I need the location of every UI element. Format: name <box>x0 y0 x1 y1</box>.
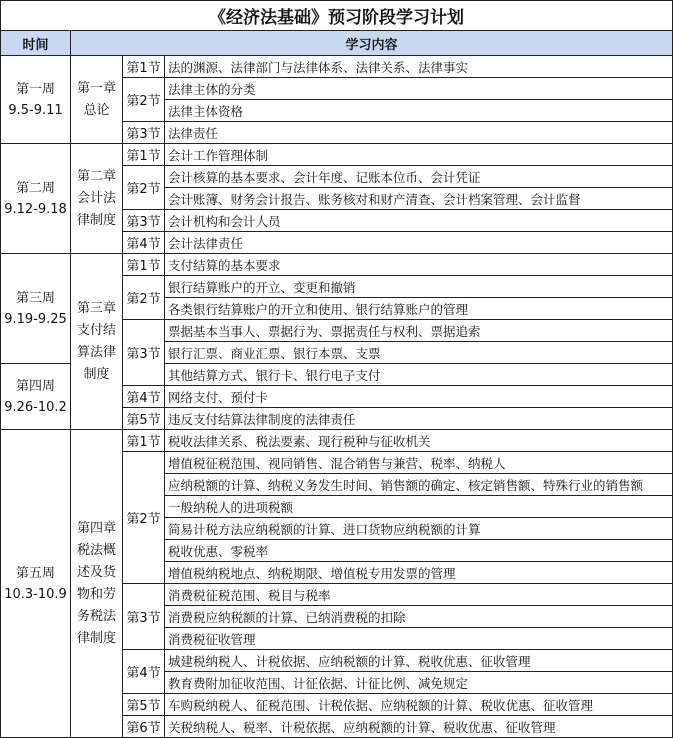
section-cell: 第4节 <box>123 386 165 408</box>
content-cell: 会计核算的基本要求、会计年度、记账本位币、会计凭证 <box>165 166 673 188</box>
week-label: 第一周 <box>15 81 55 97</box>
section-cell: 第5节 <box>123 694 165 716</box>
week-label: 第三周 <box>15 290 55 306</box>
section-cell: 第2节 <box>123 452 165 584</box>
section-cell: 第4节 <box>123 650 165 694</box>
chapter-line: 第一章 <box>76 80 116 96</box>
content-cell: 法的渊源、法律部门与法律体系、法律关系、法律事实 <box>165 56 673 78</box>
content-cell: 法律责任 <box>165 122 673 144</box>
chapter-line: 税法概 <box>76 542 116 558</box>
table-row <box>1 430 673 452</box>
chapter-line: 会计法 <box>76 190 116 206</box>
content-cell: 违反支付结算法律制度的法律责任 <box>165 408 673 430</box>
table-row <box>1 254 673 276</box>
section-cell: 第1节 <box>123 144 165 166</box>
section-cell: 第3节 <box>123 320 165 386</box>
content-cell: 城建税纳税人、计税依据、应纳税额的计算、税收优惠、征收管理 <box>165 650 673 672</box>
week-cell <box>1 430 71 738</box>
week-dates: 10.3-10.9 <box>4 586 67 602</box>
content-cell: 会计工作管理体制 <box>165 144 673 166</box>
section-cell: 第1节 <box>123 56 165 78</box>
chapter-cell <box>71 254 123 430</box>
section-cell: 第1节 <box>123 430 165 452</box>
week-dates: 9.5-9.11 <box>8 102 63 118</box>
page-title: 《经济法基础》预习阶段学习计划 <box>1 1 673 31</box>
section-cell: 第2节 <box>123 166 165 210</box>
table-row <box>1 56 673 78</box>
week-dates: 9.26-10.2 <box>4 399 67 415</box>
section-cell: 第6节 <box>123 716 165 738</box>
table-body <box>1 56 673 738</box>
content-cell: 增值税纳税地点、纳税期限、增值税专用发票的管理 <box>165 562 673 584</box>
content-cell: 法律主体资格 <box>165 100 673 122</box>
chapter-line: 制度 <box>83 366 110 382</box>
content-cell: 教育费附加征收范围、计征依据、计征比例、减免规定 <box>165 672 673 694</box>
chapter-line: 支付结 <box>76 322 116 338</box>
content-cell: 其他结算方式、银行卡、银行电子支付 <box>165 364 673 386</box>
section-cell: 第3节 <box>123 210 165 232</box>
section-cell: 第4节 <box>123 232 165 254</box>
content-cell: 票据基本当事人、票据行为、票据责任与权利、票据追索 <box>165 320 673 342</box>
chapter-line: 务税法 <box>76 608 116 624</box>
header-content: 学习内容 <box>71 31 673 56</box>
content-cell: 银行汇票、商业汇票、银行本票、支票 <box>165 342 673 364</box>
content-cell: 消费税征收管理 <box>165 628 673 650</box>
content-cell: 一般纳税人的进项税额 <box>165 496 673 518</box>
chapter-line: 第四章 <box>76 520 116 536</box>
content-cell: 会计法律责任 <box>165 232 673 254</box>
content-cell: 会计账簿、财务会计报告、账务核对和财产清查、会计档案管理、会计监督 <box>165 188 673 210</box>
content-cell: 简易计税方法应纳税额的计算、进口货物应纳税额的计算 <box>165 518 673 540</box>
chapter-cell <box>71 430 123 738</box>
content-cell: 税收优惠、零税率 <box>165 540 673 562</box>
content-cell: 消费税应纳税额的计算、已纳消费税的扣除 <box>165 606 673 628</box>
chapter-cell <box>71 56 123 144</box>
week-cell <box>1 254 71 364</box>
content-cell: 法律主体的分类 <box>165 78 673 100</box>
chapter-line: 律制度 <box>76 212 116 228</box>
content-cell: 网络支付、预付卡 <box>165 386 673 408</box>
chapter-line: 算法律 <box>76 344 116 360</box>
chapter-line: 律制度 <box>76 630 116 646</box>
content-cell: 各类银行结算账户的开立和使用、银行结算账户的管理 <box>165 298 673 320</box>
section-cell: 第2节 <box>123 78 165 122</box>
section-cell: 第2节 <box>123 276 165 320</box>
week-label: 第二周 <box>15 180 55 196</box>
chapter-line: 总论 <box>83 102 110 118</box>
content-cell: 应纳税额的计算、纳税义务发生时间、销售额的确定、核定销售额、特殊行业的销售额 <box>165 474 673 496</box>
section-cell: 第3节 <box>123 584 165 650</box>
chapter-line: 第二章 <box>76 168 116 184</box>
week-cell <box>1 144 71 254</box>
content-cell: 消费税征税范围、税目与税率 <box>165 584 673 606</box>
week-dates: 9.12-9.18 <box>4 201 67 217</box>
section-cell: 第5节 <box>123 408 165 430</box>
content-cell: 银行结算账户的开立、变更和撤销 <box>165 276 673 298</box>
table-row <box>1 144 673 166</box>
week-label: 第四周 <box>15 378 55 394</box>
section-cell: 第3节 <box>123 122 165 144</box>
content-cell: 车购税纳税人、征税范围、计税依据、应纳税额的计算、税收优惠、征收管理 <box>165 694 673 716</box>
content-cell: 税收法律关系、税法要素、现行税种与征收机关 <box>165 430 673 452</box>
chapter-line: 物和劳 <box>76 586 116 602</box>
header-time: 时间 <box>1 31 71 56</box>
week-cell <box>1 56 71 144</box>
content-cell: 增值税征税范围、视同销售、混合销售与兼营、税率、纳税人 <box>165 452 673 474</box>
week-cell <box>1 364 71 430</box>
chapter-line: 第三章 <box>76 300 116 316</box>
content-cell: 关税纳税人、税率、计税依据、应纳税额的计算、税收优惠、征收管理 <box>165 716 673 738</box>
content-cell: 会计机构和会计人员 <box>165 210 673 232</box>
week-dates: 9.19-9.25 <box>4 311 67 327</box>
chapter-line: 述及货 <box>76 564 116 580</box>
week-label: 第五周 <box>15 565 55 581</box>
chapter-cell <box>71 144 123 254</box>
content-cell: 支付结算的基本要求 <box>165 254 673 276</box>
section-cell: 第1节 <box>123 254 165 276</box>
